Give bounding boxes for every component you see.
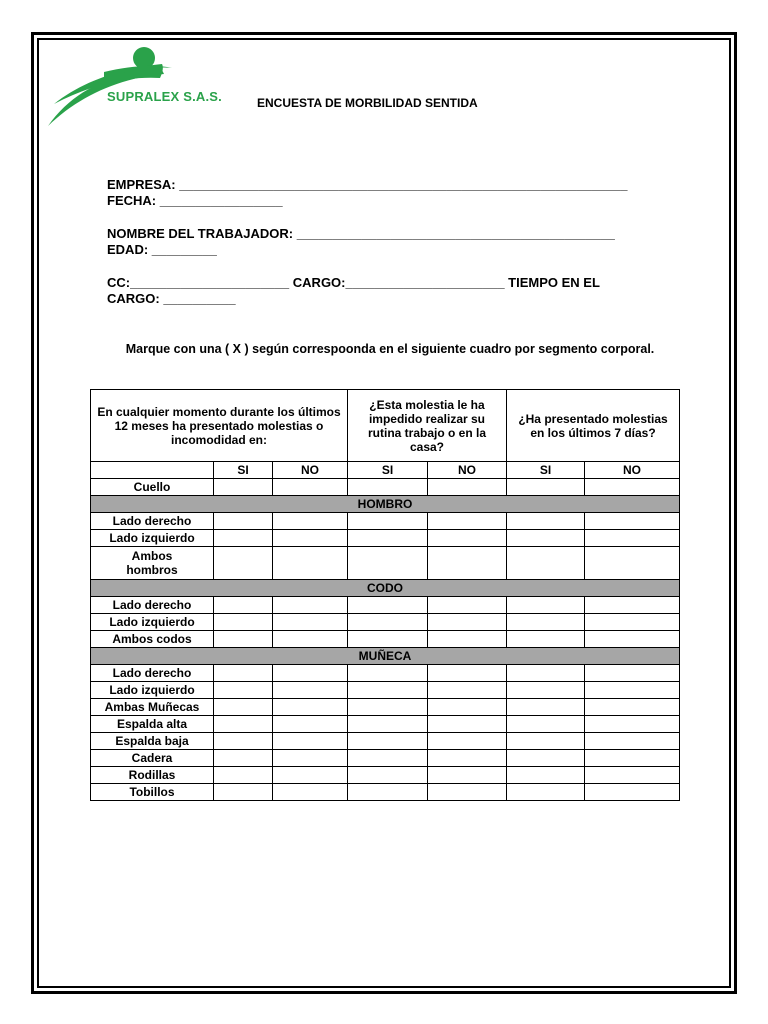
blank-cell [91, 462, 214, 479]
col-no: NO [273, 462, 348, 479]
row-label: Lado izquierdo [91, 530, 214, 547]
row-label: Lado derecho [91, 597, 214, 614]
answer-cell[interactable] [585, 733, 680, 750]
answer-cell[interactable] [428, 614, 507, 631]
question-impediment: ¿Esta molestia le ha impedido realizar su rutina trabajo o en la casa? [348, 390, 507, 462]
table-row [91, 597, 680, 614]
answer-cell[interactable] [273, 479, 348, 496]
answer-cell[interactable] [348, 699, 428, 716]
answer-cell[interactable] [214, 716, 273, 733]
answer-cell[interactable] [348, 614, 428, 631]
answer-cell[interactable] [428, 513, 507, 530]
answer-cell[interactable] [348, 547, 428, 580]
answer-cell[interactable] [585, 767, 680, 784]
table-row [91, 665, 680, 682]
answer-cell[interactable] [214, 513, 273, 530]
answer-cell[interactable] [214, 750, 273, 767]
answer-cell[interactable] [507, 733, 585, 750]
answer-cell[interactable] [428, 767, 507, 784]
answer-cell[interactable] [273, 530, 348, 547]
answer-cell[interactable] [507, 784, 585, 801]
answer-cell[interactable] [348, 716, 428, 733]
answer-cell[interactable] [585, 716, 680, 733]
table-row [91, 784, 680, 801]
row-label: Lado izquierdo [91, 614, 214, 631]
answer-cell[interactable] [585, 614, 680, 631]
answer-cell[interactable] [273, 784, 348, 801]
answer-cell[interactable] [273, 750, 348, 767]
answer-cell[interactable] [428, 750, 507, 767]
answer-cell[interactable] [214, 682, 273, 699]
col-si: SI [214, 462, 273, 479]
row-label: Ambas Muñecas [91, 699, 214, 716]
answer-cell[interactable] [273, 699, 348, 716]
document-title: ENCUESTA DE MORBILIDAD SENTIDA [257, 96, 478, 110]
answer-cell[interactable] [428, 479, 507, 496]
answer-cell[interactable] [214, 614, 273, 631]
answer-cell[interactable] [348, 733, 428, 750]
answer-cell[interactable] [273, 716, 348, 733]
answer-cell[interactable] [428, 699, 507, 716]
answer-cell[interactable] [507, 750, 585, 767]
table-row [91, 750, 680, 767]
answer-cell[interactable] [585, 750, 680, 767]
col-no: NO [428, 462, 507, 479]
answer-cell[interactable] [507, 614, 585, 631]
answer-cell[interactable] [428, 547, 507, 580]
table-row [91, 479, 680, 496]
answer-cell[interactable] [507, 767, 585, 784]
col-si: SI [507, 462, 585, 479]
section-header: MUÑECA [91, 648, 680, 665]
table-row [91, 682, 680, 699]
answer-cell[interactable] [214, 767, 273, 784]
answer-cell[interactable] [273, 682, 348, 699]
answer-cell[interactable] [348, 530, 428, 547]
edad-field: EDAD: _________ [107, 242, 217, 257]
row-label: Lado izquierdo [91, 682, 214, 699]
table-row [91, 631, 680, 648]
table-row [91, 767, 680, 784]
row-label: Cuello [91, 479, 214, 496]
row-label: Cadera [91, 750, 214, 767]
instruction-text: Marque con una ( X ) según correspoonda en el siguiente cuadro por segmento corporal. [125, 342, 655, 356]
answer-cell[interactable] [428, 682, 507, 699]
answer-cell[interactable] [214, 631, 273, 648]
answer-cell[interactable] [214, 597, 273, 614]
answer-cell[interactable] [585, 530, 680, 547]
answer-cell[interactable] [585, 784, 680, 801]
answer-cell[interactable] [428, 597, 507, 614]
answer-cell[interactable] [348, 631, 428, 648]
section-header: CODO [91, 580, 680, 597]
table-row [91, 513, 680, 530]
answer-cell[interactable] [348, 597, 428, 614]
nombre-field: NOMBRE DEL TRABAJADOR: ____________________________________________ [107, 226, 615, 241]
answer-cell[interactable] [585, 479, 680, 496]
answer-cell[interactable] [428, 665, 507, 682]
answer-cell[interactable] [214, 699, 273, 716]
answer-cell[interactable] [585, 631, 680, 648]
answer-cell[interactable] [428, 530, 507, 547]
answer-cell[interactable] [507, 716, 585, 733]
answer-cell[interactable] [507, 682, 585, 699]
answer-cell[interactable] [348, 767, 428, 784]
answer-cell[interactable] [273, 631, 348, 648]
answer-cell[interactable] [507, 597, 585, 614]
fecha-field: FECHA: _________________ [107, 193, 283, 208]
answer-cell[interactable] [214, 665, 273, 682]
company-name: SUPRALEX S.A.S. [107, 89, 222, 104]
answer-cell[interactable] [214, 733, 273, 750]
row-label: Rodillas [91, 767, 214, 784]
table-row [91, 699, 680, 716]
answer-cell[interactable] [428, 784, 507, 801]
answer-cell[interactable] [585, 547, 680, 580]
answer-cell[interactable] [507, 699, 585, 716]
col-no: NO [585, 462, 680, 479]
answer-cell[interactable] [507, 513, 585, 530]
table-row [91, 614, 680, 631]
col-si: SI [348, 462, 428, 479]
answer-cell[interactable] [585, 682, 680, 699]
answer-cell[interactable] [273, 614, 348, 631]
answer-cell[interactable] [348, 665, 428, 682]
question-12-months: En cualquier momento durante los últimos 12 meses ha presentado molestias o incomodidad en: [91, 390, 348, 462]
answer-cell[interactable] [214, 479, 273, 496]
row-label: Espalda baja [91, 733, 214, 750]
answer-cell[interactable] [348, 750, 428, 767]
answer-cell[interactable] [214, 530, 273, 547]
answer-cell[interactable] [507, 631, 585, 648]
row-label: Lado derecho [91, 665, 214, 682]
row-label: Ambos hombros [91, 547, 214, 580]
table-row [91, 530, 680, 547]
answer-cell[interactable] [507, 530, 585, 547]
cc-cargo-field: CC:______________________ CARGO:______________________ TIEMPO EN EL [107, 275, 600, 290]
table-row [91, 547, 680, 580]
answer-cell[interactable] [585, 513, 680, 530]
answer-cell[interactable] [428, 631, 507, 648]
section-header: HOMBRO [91, 496, 680, 513]
survey-table [90, 389, 680, 801]
answer-cell[interactable] [273, 513, 348, 530]
row-label: Ambos codos [91, 631, 214, 648]
answer-cell[interactable] [348, 513, 428, 530]
answer-cell[interactable] [428, 716, 507, 733]
table-row [91, 716, 680, 733]
answer-cell[interactable] [273, 767, 348, 784]
answer-cell[interactable] [348, 784, 428, 801]
answer-cell[interactable] [348, 479, 428, 496]
empresa-field: EMPRESA: ______________________________________________________________ [107, 177, 628, 192]
answer-cell[interactable] [273, 665, 348, 682]
answer-cell[interactable] [507, 547, 585, 580]
table-row [91, 733, 680, 750]
answer-cell[interactable] [585, 665, 680, 682]
answer-cell[interactable] [273, 547, 348, 580]
row-label: Tobillos [91, 784, 214, 801]
answer-cell[interactable] [214, 547, 273, 580]
question-7-days: ¿Ha presentado molestias en los últimos 7 días? [507, 390, 680, 462]
row-label: Espalda alta [91, 716, 214, 733]
row-label: Lado derecho [91, 513, 214, 530]
cargo-tiempo-field: CARGO: __________ [107, 291, 236, 306]
answer-cell[interactable] [507, 479, 585, 496]
answer-cell[interactable] [507, 665, 585, 682]
answer-cell[interactable] [585, 597, 680, 614]
answer-cell[interactable] [214, 784, 273, 801]
answer-cell[interactable] [428, 733, 507, 750]
answer-cell[interactable] [585, 699, 680, 716]
answer-cell[interactable] [273, 733, 348, 750]
answer-cell[interactable] [348, 682, 428, 699]
answer-cell[interactable] [273, 597, 348, 614]
